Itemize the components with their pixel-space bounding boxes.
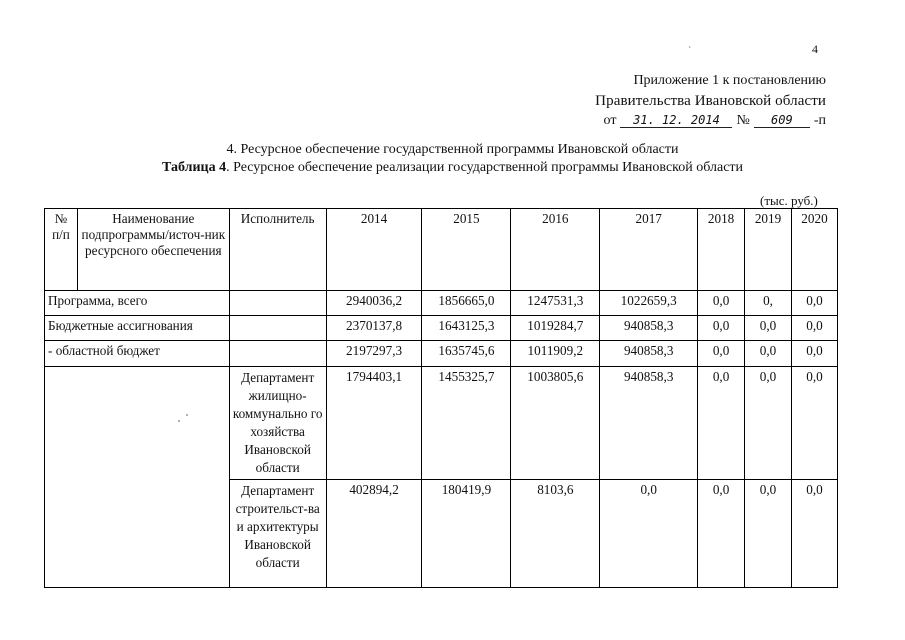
approval-block xyxy=(586,71,826,131)
col-header-name: Наименование подпрограммы/источ-ник ресурсного обеспечения xyxy=(77,209,229,291)
value-2019: 0,0 xyxy=(745,480,792,588)
scan-mark: ˋ xyxy=(688,46,692,57)
row-name: - областной бюджет xyxy=(45,341,230,367)
value-2018: 0,0 xyxy=(698,316,745,341)
value-2015: 1635745,6 xyxy=(422,341,511,367)
value-2017: 0,0 xyxy=(600,480,698,588)
value-2020: 0,0 xyxy=(791,480,837,588)
value-2014: 1794403,1 xyxy=(326,367,422,480)
value-2017: 1022659,3 xyxy=(600,291,698,316)
value-2014: 2197297,3 xyxy=(326,341,422,367)
table-row-program-total xyxy=(45,291,838,316)
value-2020: 0,0 xyxy=(791,291,837,316)
value-2019: 0,0 xyxy=(745,316,792,341)
value-2019: 0,0 xyxy=(745,341,792,367)
value-2020: 0,0 xyxy=(791,341,837,367)
section-title: 4. Ресурсное обеспечение государственной программы Ивановской области xyxy=(226,142,679,157)
row-executor xyxy=(229,291,326,316)
value-2015: 1455325,7 xyxy=(422,367,511,480)
col-header-2020: 2020 xyxy=(791,209,837,291)
number-prefix: № xyxy=(736,113,750,128)
value-2014: 2940036,2 xyxy=(326,291,422,316)
value-2019: 0, xyxy=(745,291,792,316)
approval-date-number xyxy=(586,111,826,131)
value-2014: 402894,2 xyxy=(326,480,422,588)
col-header-2016: 2016 xyxy=(511,209,600,291)
handwritten-number: 609 xyxy=(754,113,810,128)
table-row-housing-department xyxy=(45,367,838,480)
value-2017: 940858,3 xyxy=(600,367,698,480)
scan-speck xyxy=(186,414,188,416)
value-2015: 1643125,3 xyxy=(422,316,511,341)
handwritten-date: 31. 12. 2014 xyxy=(620,113,732,128)
value-2016: 8103,6 xyxy=(511,480,600,588)
value-2018: 0,0 xyxy=(698,291,745,316)
approval-line-1: Приложение 1 к постановлению xyxy=(633,73,826,88)
value-2016: 1003805,6 xyxy=(511,367,600,480)
value-2015: 180419,9 xyxy=(422,480,511,588)
value-2016: 1011909,2 xyxy=(511,341,600,367)
row-executor: Департамент строительст-ва и архитектуры Ивановской области xyxy=(229,480,326,588)
number-suffix: -п xyxy=(813,113,826,128)
value-2019: 0,0 xyxy=(745,367,792,480)
col-header-2019: 2019 xyxy=(745,209,792,291)
table-label: Таблица 4 xyxy=(161,160,227,175)
value-2017: 940858,3 xyxy=(600,341,698,367)
approval-line-2: Правительства Ивановской области xyxy=(595,93,826,109)
row-executor xyxy=(229,341,326,367)
date-prefix: от xyxy=(603,113,617,128)
table-title: . Ресурсное обеспечение реализации государственной программы Ивановской области xyxy=(226,160,744,175)
value-2016: 1247531,3 xyxy=(511,291,600,316)
value-2014: 2370137,8 xyxy=(326,316,422,341)
row-executor: Департамент жилищно-коммунально го хозяйства Ивановской области xyxy=(229,367,326,480)
value-2017: 940858,3 xyxy=(600,316,698,341)
units-label: (тыс. руб.) xyxy=(760,193,818,208)
col-header-2015: 2015 xyxy=(422,209,511,291)
col-header-2017: 2017 xyxy=(600,209,698,291)
col-header-2018: 2018 xyxy=(698,209,745,291)
row-name: Программа, всего xyxy=(45,291,230,316)
table-header-row xyxy=(45,209,838,291)
row-executor xyxy=(229,316,326,341)
table-row-regional-budget xyxy=(45,341,838,367)
row-name: Бюджетные ассигнования xyxy=(45,316,230,341)
value-2015: 1856665,0 xyxy=(422,291,511,316)
table-caption xyxy=(0,160,905,176)
value-2018: 0,0 xyxy=(698,480,745,588)
col-header-number: № п/п xyxy=(45,209,78,291)
value-2020: 0,0 xyxy=(791,367,837,480)
table-row-budget-allocations xyxy=(45,316,838,341)
scan-speck xyxy=(178,420,180,422)
col-header-executor: Исполнитель xyxy=(229,209,326,291)
page-number: 4 xyxy=(812,42,818,56)
value-2020: 0,0 xyxy=(791,316,837,341)
row-name-empty xyxy=(45,367,230,588)
resource-table xyxy=(44,208,838,588)
value-2018: 0,0 xyxy=(698,367,745,480)
value-2016: 1019284,7 xyxy=(511,316,600,341)
col-header-2014: 2014 xyxy=(326,209,422,291)
value-2018: 0,0 xyxy=(698,341,745,367)
